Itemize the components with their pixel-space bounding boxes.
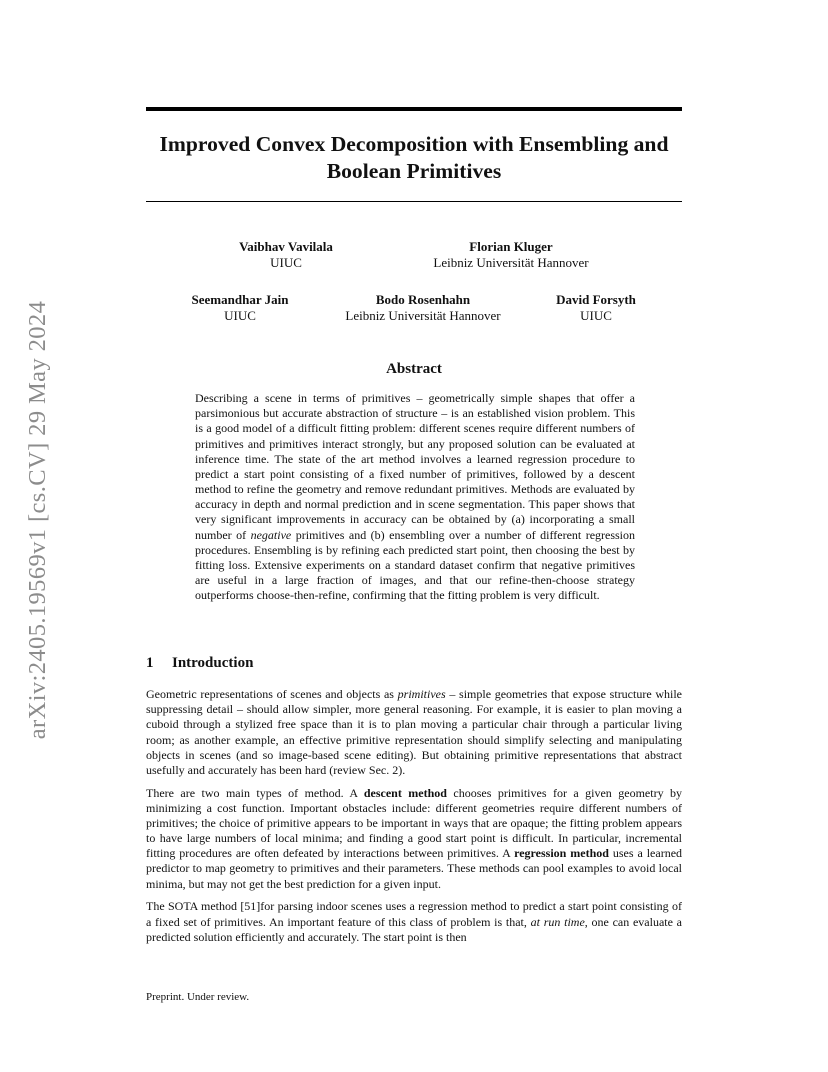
author-block <box>536 292 656 323</box>
paper-title-line-1: Improved Convex Decomposition with Ensembling and <box>159 132 669 156</box>
author-affiliation: UIUC <box>224 307 256 323</box>
author-name: Seemandhar Jain <box>191 292 289 307</box>
emphasis: primitives <box>397 687 446 701</box>
abstract-heading: Abstract <box>386 361 442 377</box>
introduction-body <box>146 687 682 953</box>
author-name: Florian Kluger <box>469 239 553 254</box>
section-number: 1 <box>146 655 154 671</box>
author-name: Bodo Rosenhahn <box>375 292 471 307</box>
emphasis: negative <box>250 527 292 542</box>
author-block <box>324 292 522 323</box>
term-descent-method: descent method <box>363 785 447 800</box>
paragraph: Geometric representations of scenes and objects as primitives – simple geometries that expose structure while suppressing detail – should allow simpler, more general reasoning. For example, it is easier to plan moving a cuboid through a stylized free space than it is to plan moving a particular chair through a particular living room; as another example, an effective primitive representation should simplify selecting and manipulating objects in scenes (and so image-based scene editing). But obtaining primitive representations that abstract usefully and accurately has been hard (review Sec. 2). <box>146 687 683 777</box>
abstract-text: Describing a scene in terms of primitives – geometrically simple shapes that offer a parsimonious but accurate abstraction of structure – is an established vision problem. This is a good model of a difficult fitting problem: different scenes require different numbers of primitives and primitives interact strongly, but any proposed solution can be evaluated at inference time. The state of the art method involves a learned regression procedure to predict a start point consisting of a fixed number of primitives, followed by a descent method to refine the geometry and remove redundant primitives. Methods are evaluated by accuracy in depth and normal prediction and in scene segmentation. This paper shows that very significant improvements in accuracy can be obtained by (a) incorporating a small number of negative primitives and (b) ensembling over a number of different regression procedures. Ensembling is by refining each predicted start point, then choosing the best by fitting loss. Extensive experiments on a standard dataset confirm that negative primitives are useful in a large fraction of images, and that our refine-then-choose strategy outperforms choose-then-refine, confirming that the fitting problem is very difficult. <box>195 391 636 603</box>
section-heading-introduction <box>146 654 253 672</box>
paper-title-line-2: Boolean Primitives <box>326 159 502 183</box>
author-block <box>166 292 314 323</box>
footer-note: Preprint. Under review. <box>146 991 250 1003</box>
author-affiliation: UIUC <box>580 307 612 323</box>
paragraph: The SOTA method [51]for parsing indoor scenes uses a regression method to predict a start point consisting of a fixed set of primitives. An important feature of this class of problem is that, at run time, one can evaluate a predicted solution efficiently and accurately. The start point is then <box>146 899 683 944</box>
term-regression-method: regression method <box>514 846 609 861</box>
author-block <box>412 239 610 270</box>
author-block <box>204 239 368 270</box>
author-affiliation: Leibniz Universität Hannover <box>433 254 589 270</box>
author-affiliation: Leibniz Universität Hannover <box>345 307 501 323</box>
paper-title <box>146 131 682 185</box>
title-top-rule <box>146 107 682 111</box>
author-name: David Forsyth <box>556 292 636 307</box>
author-name: Vaibhav Vavilala <box>239 239 333 254</box>
author-affiliation: UIUC <box>270 254 302 270</box>
arxiv-identifier: arXiv:2405.19569v1 [cs.CV] 29 May 2024 <box>24 300 51 740</box>
paragraph: There are two main types of method. A descent method chooses primitives for a given geometry by minimizing a cost function. Important obstacles include: different geometries require different numbers of primitives; the choice of primitive appears to be important in ways that are opaque; the fitting problem appears to have large numbers of local minima; and finding a good start point is difficult. In particular, incremental fitting procedures are often defeated by interactions between primitives. A regression method uses a learned predictor to map geometry to primitives and their parameters. These methods can pool examples to avoid local minima, but may not get the best prediction for a given input. <box>146 785 683 891</box>
emphasis: at run time <box>530 914 585 929</box>
arxiv-identifier-sidebar <box>20 272 56 768</box>
title-bottom-rule <box>146 201 682 202</box>
section-title: Introduction <box>172 655 254 671</box>
